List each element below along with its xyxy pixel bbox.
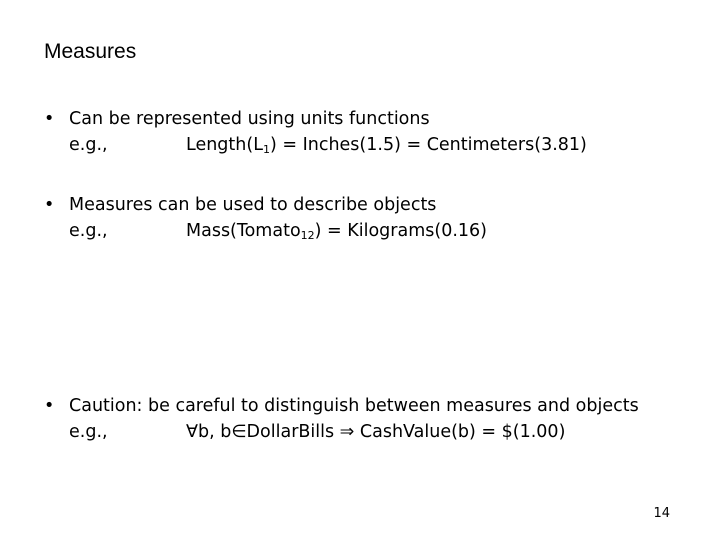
bullet-icon: • [44,396,55,416]
example-formula: $Length(L_1)$ = Inches(1.5) = Centimeters(3.81) [186,135,587,156]
example-formula: Mass(Tomato$_{12}$) = Kilograms(0.16) [186,221,487,242]
subscript: 1 [262,143,270,156]
bullet-text: Caution: be careful to distinguish between measures and objects [69,396,639,416]
bullet-item-describe-objects [44,192,704,244]
bullet-item-units-functions [44,106,704,158]
slide-title: Measures [44,40,137,63]
example-label: e.g., [69,135,108,155]
bullet-item-caution [44,393,704,445]
example-label: e.g., [69,221,108,241]
bullet-icon: • [44,109,55,129]
subscript: 12 [300,229,315,242]
example-formula: ∀b, b∈DollarBills ⇒ CashValue(b) = $(1.00) [186,422,566,442]
example-label: e.g., [69,422,108,442]
page-number: 14 [653,506,670,521]
bullet-icon: • [44,195,55,215]
bullet-text: Measures can be used to describe objects [69,195,437,215]
bullet-text: Can be represented using units functions [69,109,430,129]
